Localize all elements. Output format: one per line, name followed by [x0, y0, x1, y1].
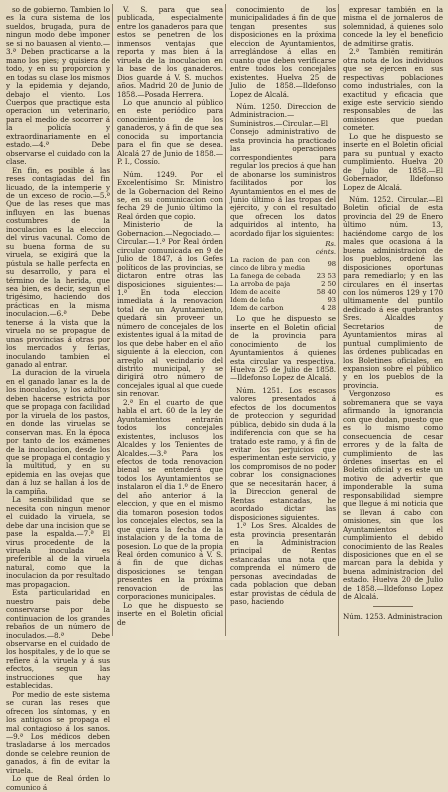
table-cell-value: 58 40 [316, 288, 336, 297]
price-table [230, 240, 336, 312]
table-cell-value: 98 [327, 260, 336, 269]
paragraph: Lo que anuncio al público en este periódico para conocimiento de los ganaderos, y á fin de que sea conocida su importancia para el fin que se desea. Alcalá 27 de Junio de 1858.—P. I., Cossío. [117, 97, 223, 167]
table-cell-value: 23 53 [316, 272, 336, 281]
table-cell-label: Idem de aceite [230, 288, 281, 297]
notice-heading: Núm. 1250. Direccion de Administracion.—Suministros.—Circular.—El Consejo administrativo de esta provincia ha practicado las operaciones correspondientes para regular los precios á que han de abonarse los suministros facilitados por los Ayuntamientos en el mes de Junio último á las tropas del ejército, y con el resultado que ofrecen los datos adquiridos al intento, ha acordado fijar los siguientes: [230, 101, 336, 238]
column-4 [343, 6, 443, 636]
paragraph: expresar también en la misma el de jornaleros de solemnidad, á quienes solo concede la ley el beneficio de admitirse gratis. [343, 5, 443, 48]
paragraph: Esta particularidad en nuestro pais debe conservarse por la continuacion de los grandes rebaños de un número de inoculados.—8.ª Debe observarse en el cuidado de los hospitales, y de lo que se refiere á la viruela y á sus efectos, segun las instrucciones que hay establecidas. [6, 588, 110, 691]
paragraph: Lo que de Real órden lo comunico á [6, 774, 110, 792]
notice-heading: Núm. 1251. Los escasos valores presentados á efectos de los documentos de proteccion y seguridad pública, debido sin duda á la indiferencia con que se ha tratado este ramo, y á fin de evitar los perjuicios que esperimentan este servicio, y los compromisos de no poder cobrar los consignaciones que se necesitarán hacer, á la Direccion general de Rentas estancadas, he acordado dictar las disposiciones siguientes. [230, 385, 336, 522]
table-cell-label: Idem de leña [230, 296, 275, 305]
column-1 [6, 5, 110, 792]
paragraph: so de gobierno. Tambien lo es la cura sistema de los sueldos, brugada, pura de ningun modo debe imponer se si no bauasen al viento.—3.ª Deben practicarse a la mano los pies; y quisiera de todo, y en su proporcion y en todas su clase los mismos y la epidemia y dejando, debajo el viento. Los Cuerpos que practique esta operacion un veterinario, para el medio de socorrer á la policía y extraordinariamente en el estado.—4.ª Debe observarse el cuidado con la clase. [6, 5, 110, 167]
table-row [230, 296, 336, 304]
paragraph: Ministerio de la Gobernacion.—Negociado.—Circular.—1.ª Por Real órden circular comunicada en 9 de Julio de 1847, á los Gefes políticos de las provincias, se dictaron entre otras las disposiciones siguientes:—1.ª En toda eleccion inmediata á la renovacion total de un Ayuntamiento, quedará sin proveer un número de concejales de los existentes igual á la mitad de los que debe haber en el año siguiente á la eleccion, con arreglo al vecindario del distrito municipal, y se dirigirá otro número de concejales igual al que cuede sin renovar. [117, 220, 223, 399]
paragraph: Lo que he dispuesto se inserte en el Boletin oficial de la provincia para conocimiento de los Ayuntamientos á quienes esta circular va respectiva. Huelva 25 de Julio de 1858.—Ildefonso Lopez de Alcalá. [230, 314, 336, 383]
table-cell-value: 93 [327, 296, 336, 305]
table-cell-label: La racion de pan con cinco de libra y media [230, 256, 310, 273]
paragraph: 2.ª En el cuarto de que habla el art. 60 de la ley de Ayuntamientos entrarán todos los concejales existentes, inclusos los Alcaldes y los Tenientes de Alcaldes.—3.ª Para los efectos de toda renovacion bienal se entenderá que todos los Ayuntamientos se instalaron el dia 1.º de Enero del año anterior á la eleccion, y que en el mismo dia tomaron posesion todos los concejales electos, sea la que quiera la fecha de la instalacion y de la toma de posesion. Lo que de la propia Real órden comunico á V. S. á fin de que dichas disposiciones se tengan presentes en la próxima renovacion de las corporaciones municipales. [117, 397, 223, 602]
column-divider [112, 4, 113, 636]
table-header-row [230, 240, 336, 256]
table-row [230, 280, 336, 288]
table-row [230, 272, 336, 280]
paragraph: Lo que he dispuesto se inserte en el Boletin oficial para su puntual y exacto cumplimiento. Huelva 20 de Julio de 1858.—El Gobernador, Ildefonso Lopez de Alcalá. [343, 131, 443, 192]
table-row [230, 256, 336, 272]
paragraph: V. S. para que sea publicada, especialmente entre los ganaderos para que estos se penetren de los inmensos ventajas que reporta y mas bien á la viruela de la inoculacion en la base de los ganaderos. Dios guarde á V. S. muchos años. Madrid 20 de Junio de 1858.—Posada Herrera. [117, 5, 223, 99]
notice-heading: Núm. 1249. Por el Excelentísimo Sr. Ministro de la Gobernacion del Reino se, en su comunicacion con fecha 29 de Junio último la Real órden que copio. [117, 169, 223, 221]
table-header: Rs. cénts. [315, 240, 336, 257]
paragraph: Vergonzoso es sobremanera que se vaya afirmando la ignorancia con que dudan, puesto que es lo mismo como consecuencia de cesar errores y de la falta de cumplimiento de las órdenes insertas en el Boletin oficial y es este un motivo de advertir que imponderable la suma responsabilidad siempre que llegue á mi noticia que se llevan á cabo con omisiones, sin que los Ayuntamientos el cumplimiento el debido conocimiento de las Reales disposiciones que en el se marcan para la debida y buena administracion del estado. Huelva 20 de Julio de 1858.—Ildefonso Lopez de Alcalá. [343, 389, 443, 602]
table-cell-label: La arroba de paja [230, 280, 291, 289]
column-3 [230, 6, 336, 636]
table-row [230, 288, 336, 296]
column-divider [338, 4, 339, 636]
paragraph: 1.ª Los Sres. Alcaldes de esta provincia presentarán en la Administracion principal de Rentas estancadas una nota que comprenda el número de personas avecindadas de cada poblacion que deban estar provistas de cédula de paso, haciendo [230, 521, 336, 607]
next-notice-heading: Núm. 1253. Administracion [343, 611, 443, 621]
paragraph: 2.ª También remitirán otra nota de los individuos que se ejercen en sus respectivas poblaciones como industriales, con la exactitud y eficacia que exige este servicio siendo responsables de las omisiones que puedan cometer. [343, 47, 443, 133]
column-divider [225, 4, 226, 636]
column-2 [117, 6, 223, 636]
paragraph: Por medio de este sistema se curan las reses que ofrecen los síntomas, y en los antiguos se propaga el mal contagioso á los sanos.—9.ª Los médicos deben trasladarse á los mercados donde se celebre reunion de ganados, á fin de evitar la viruela. [6, 689, 110, 775]
section-divider [373, 606, 413, 607]
paragraph: En fin, es posible á las reses contagiadas del fin licuado, de la intemperie y de un exceso de rocío.—5.ª Que de las reses que mas influyen en las buenas costumbres de la inoculacion es la eleccion del virus vacunal. Como de su buena forma de su viruela, se exigirá que la pústula se halle perfecta en su desarrollo, y para el término de la herida, que sea bien, es decir, segun el trigésimo, haciendo dos prácticas en la misma inoculacion.—6.ª Debe tenerse á la vista que la viruela no se propague de unas provincias á otras por los mercados y ferias, inoculando tambien el ganado al entrar. [6, 165, 110, 370]
paragraph: La duracion de la viruela en el ganado lanar es la de los inoculados, y los adultos deben hacerse estricta por que se propaga con facilidad por la viruela de los pastos, en donde las viruelas se conservan mas. En la época por tanto de los exámenes de la inoculacion, desde los que se propaga el contagio y la multitud, y en su epidemia en las ovejas que dan á luz se hallan á los de la campiña. [6, 368, 110, 496]
table-cell-value: 4 28 [321, 304, 336, 313]
paragraph: La sensibilidad que se necesita con ningun menor el cuidado la viruela, se debe dar una incision que se pase la espalda.—7.ª El virus procedente de la viruela inoculada es preferible al de la viruela natural, como que la inoculacion da por resultado mas propagacion. [6, 495, 110, 589]
paragraph: Lo que he dispuesto se inserte en el Boletin oficial de [117, 600, 223, 627]
table-cell-value: 2 50 [321, 280, 336, 289]
paragraph: conocimiento de los municipalidades á fin de que tengan presentes sus disposiciones en la próxima eleccion de Ayuntamientos, arreglándose á ellas en cuanto que deben verificarse entre todos los concejales existentes. Huelva 25 de Julio de 1858.—Ildefonso Lopez de Alcalá. [230, 5, 336, 99]
notice-heading: Núm. 1252. Circular.—El Boletin oficial de esta provincia del 29 de Enero último núm. 13, haciéndome cargo de los males que ocasiona á la buena administracion de los pueblos, ordené las disposiciones oportunas para remediarlo; y en las circulares en él insertas con los números 129 y 170 ultimamente del puntilo dedicado á ese quebrantos Sres. Alcaldes y Secretarios de Ayuntamientos miras al puntual cumplimiento de las órdenes publicadas en los Boletines oficiales, en expansion sobre el público y en los pueblos de la provincia. [343, 194, 443, 390]
table-row [230, 304, 336, 312]
table-cell-label: Idem de carbon [230, 304, 284, 313]
table-cell-label: La fanega de cebada [230, 272, 301, 281]
